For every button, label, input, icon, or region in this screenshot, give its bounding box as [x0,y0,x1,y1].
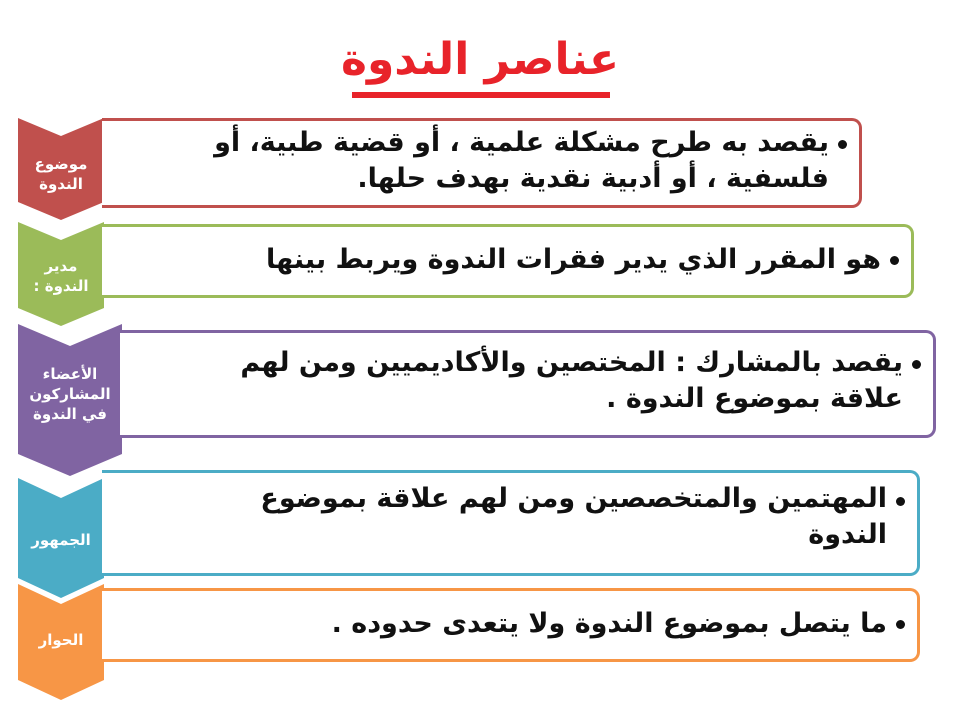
moderator-box [102,224,914,298]
audience-box [102,470,920,576]
chevron-label-line: الأعضاء [42,365,98,383]
members-text: يقصد بالمشارك : المختصين والأكاديميين ومن لهم علاقة بموضوع الندوة . [240,347,903,414]
chevron-label-line: في الندوة [33,405,107,423]
chevron-topic [18,118,104,220]
chevron-audience [18,478,104,598]
members-box [120,330,936,438]
bullet-icon [896,620,905,629]
chevron-label-line: الحوار [38,631,84,649]
audience-text: المهتمين والمتخصصين ومن لهم علاقة بموضوع الندوة [260,483,887,550]
title-underline [352,92,610,98]
bullet-icon [896,497,905,506]
chevron-label-line: الندوة : [33,277,89,295]
topic-text: يقصد به طرح مشكلة علمية ، أو قضية طبية، أو فلسفية ، أو أدبية نقدية بهدف حلها. [214,127,829,194]
bullet-icon [838,140,847,149]
bullet-icon [912,360,921,369]
topic-box [102,118,862,208]
chevron-label-line: الندوة [39,175,83,193]
chevron-members [18,324,122,476]
moderator-text: هو المقرر الذي يدير فقرات الندوة ويربط بينها [265,244,881,275]
chevron-label-line: مدير [44,257,78,275]
chevron-dialogue [18,584,104,700]
chevron-label-line: موضوع [34,155,88,173]
chevron-moderator [18,222,104,326]
page-title: عناصر الندوة [340,34,620,85]
bullet-icon [890,256,899,265]
dialogue-box [102,588,920,662]
chevron-label-line: الجمهور [31,531,91,549]
dialogue-text: ما يتصل بموضوع الندوة ولا يتعدى حدوده . [331,608,887,639]
chevron-label-line: المشاركون [29,385,111,403]
